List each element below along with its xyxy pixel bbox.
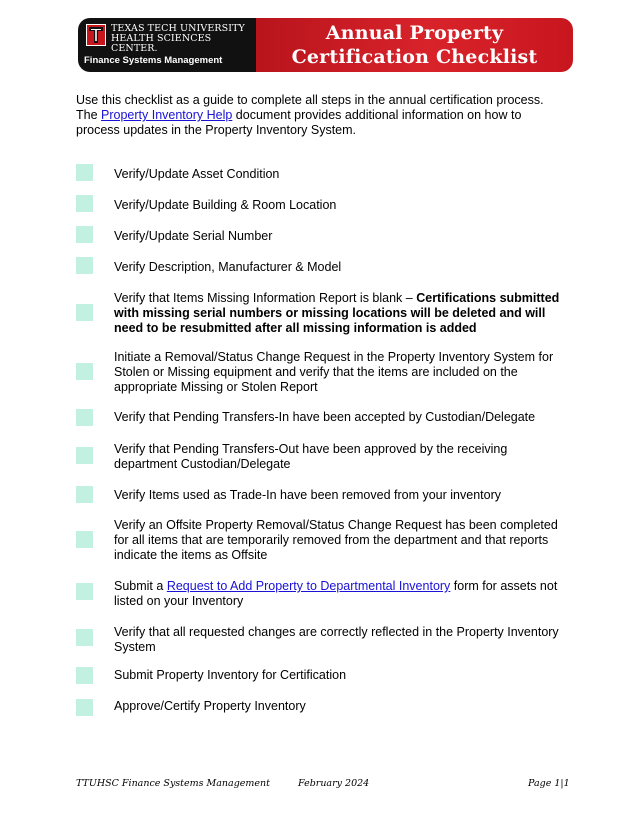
item-text-bold-warning: Certifications submitted with missing serial numbers or missing locations will be deleted and will need to be resubmitted after all missing information is added xyxy=(114,291,560,335)
checkbox[interactable] xyxy=(76,409,93,426)
checkbox[interactable] xyxy=(76,257,93,274)
checklist-item-text: Verify Items used as Trade-In have been removed from your inventory xyxy=(114,488,501,502)
checkbox[interactable] xyxy=(76,629,93,646)
checkbox[interactable] xyxy=(76,304,93,321)
checkbox[interactable] xyxy=(76,667,93,684)
checklist-item-text xyxy=(114,579,570,609)
checklist-item-text: Verify/Update Building & Room Location xyxy=(114,198,337,212)
property-inventory-help-link[interactable]: Property Inventory Help xyxy=(101,108,233,122)
university-name xyxy=(111,24,256,54)
title-line-1: Annual Property xyxy=(325,22,504,44)
item-text-before: Submit a xyxy=(114,579,167,593)
checkbox[interactable] xyxy=(76,195,93,212)
department-name: Finance Systems Management xyxy=(84,55,223,66)
checkbox[interactable] xyxy=(76,164,93,181)
checkbox[interactable] xyxy=(76,447,93,464)
checkbox[interactable] xyxy=(76,531,93,548)
checklist-item-text: Verify that Pending Transfers-Out have been approved by the receiving department Custodian/Delegate xyxy=(114,442,508,471)
intro-paragraph xyxy=(76,93,566,138)
checklist-item-text: Initiate a Removal/Status Change Request in the Property Inventory System for Stolen or Missing equipment and verify that the items are included on the appropriate Missing or Stolen Report xyxy=(114,350,554,394)
checklist-item-text: Verify that Pending Transfers-In have been accepted by Custodian/Delegate xyxy=(114,410,536,424)
double-t-logo-icon xyxy=(86,24,106,46)
checkbox[interactable] xyxy=(76,583,93,600)
checklist-item-text: Submit Property Inventory for Certification xyxy=(114,668,347,682)
footer-page-number: Page 1|1 xyxy=(528,778,570,789)
request-to-add-property-link[interactable]: Request to Add Property to Departmental Inventory xyxy=(166,579,451,593)
checklist-item-text xyxy=(114,291,570,336)
checklist-item-text: Approve/Certify Property Inventory xyxy=(114,699,306,713)
checkbox[interactable] xyxy=(76,226,93,243)
footer-organization: TTUHSC Finance Systems Management xyxy=(76,778,270,789)
item-text-plain: Verify that Items Missing Information Report is blank – xyxy=(114,291,417,305)
intro-text-before: Use this checklist as a guide to complete all steps in the annual certification process. The xyxy=(76,93,544,122)
institution-block xyxy=(78,18,256,72)
item-text-after: form for assets not listed on your Inventory xyxy=(114,579,558,608)
university-line-1: TEXAS TECH UNIVERSITY xyxy=(111,23,245,34)
intro-text-after: document provides additional information on how to process updates in the Property Inventory System. xyxy=(76,108,522,137)
checklist-item-text: Verify/Update Serial Number xyxy=(114,229,273,243)
university-line-2: HEALTH SCIENCES CENTER. xyxy=(111,33,212,54)
checklist-item-text: Verify an Offsite Property Removal/Status Change Request has been completed for all items that are temporarily removed from the department and that reports indicate the items as Offsite xyxy=(114,518,558,562)
document-title xyxy=(256,18,573,72)
checkbox[interactable] xyxy=(76,363,93,380)
title-line-2: Certification Checklist xyxy=(291,46,538,68)
checkbox[interactable] xyxy=(76,699,93,716)
header-banner xyxy=(78,18,573,72)
checklist-item-text: Verify that all requested changes are correctly reflected in the Property Inventory System xyxy=(114,625,559,654)
checklist-item-text: Verify/Update Asset Condition xyxy=(114,167,280,181)
checkbox[interactable] xyxy=(76,486,93,503)
checklist-item-text: Verify Description, Manufacturer & Model xyxy=(114,260,342,274)
footer-date: February 2024 xyxy=(298,778,370,789)
